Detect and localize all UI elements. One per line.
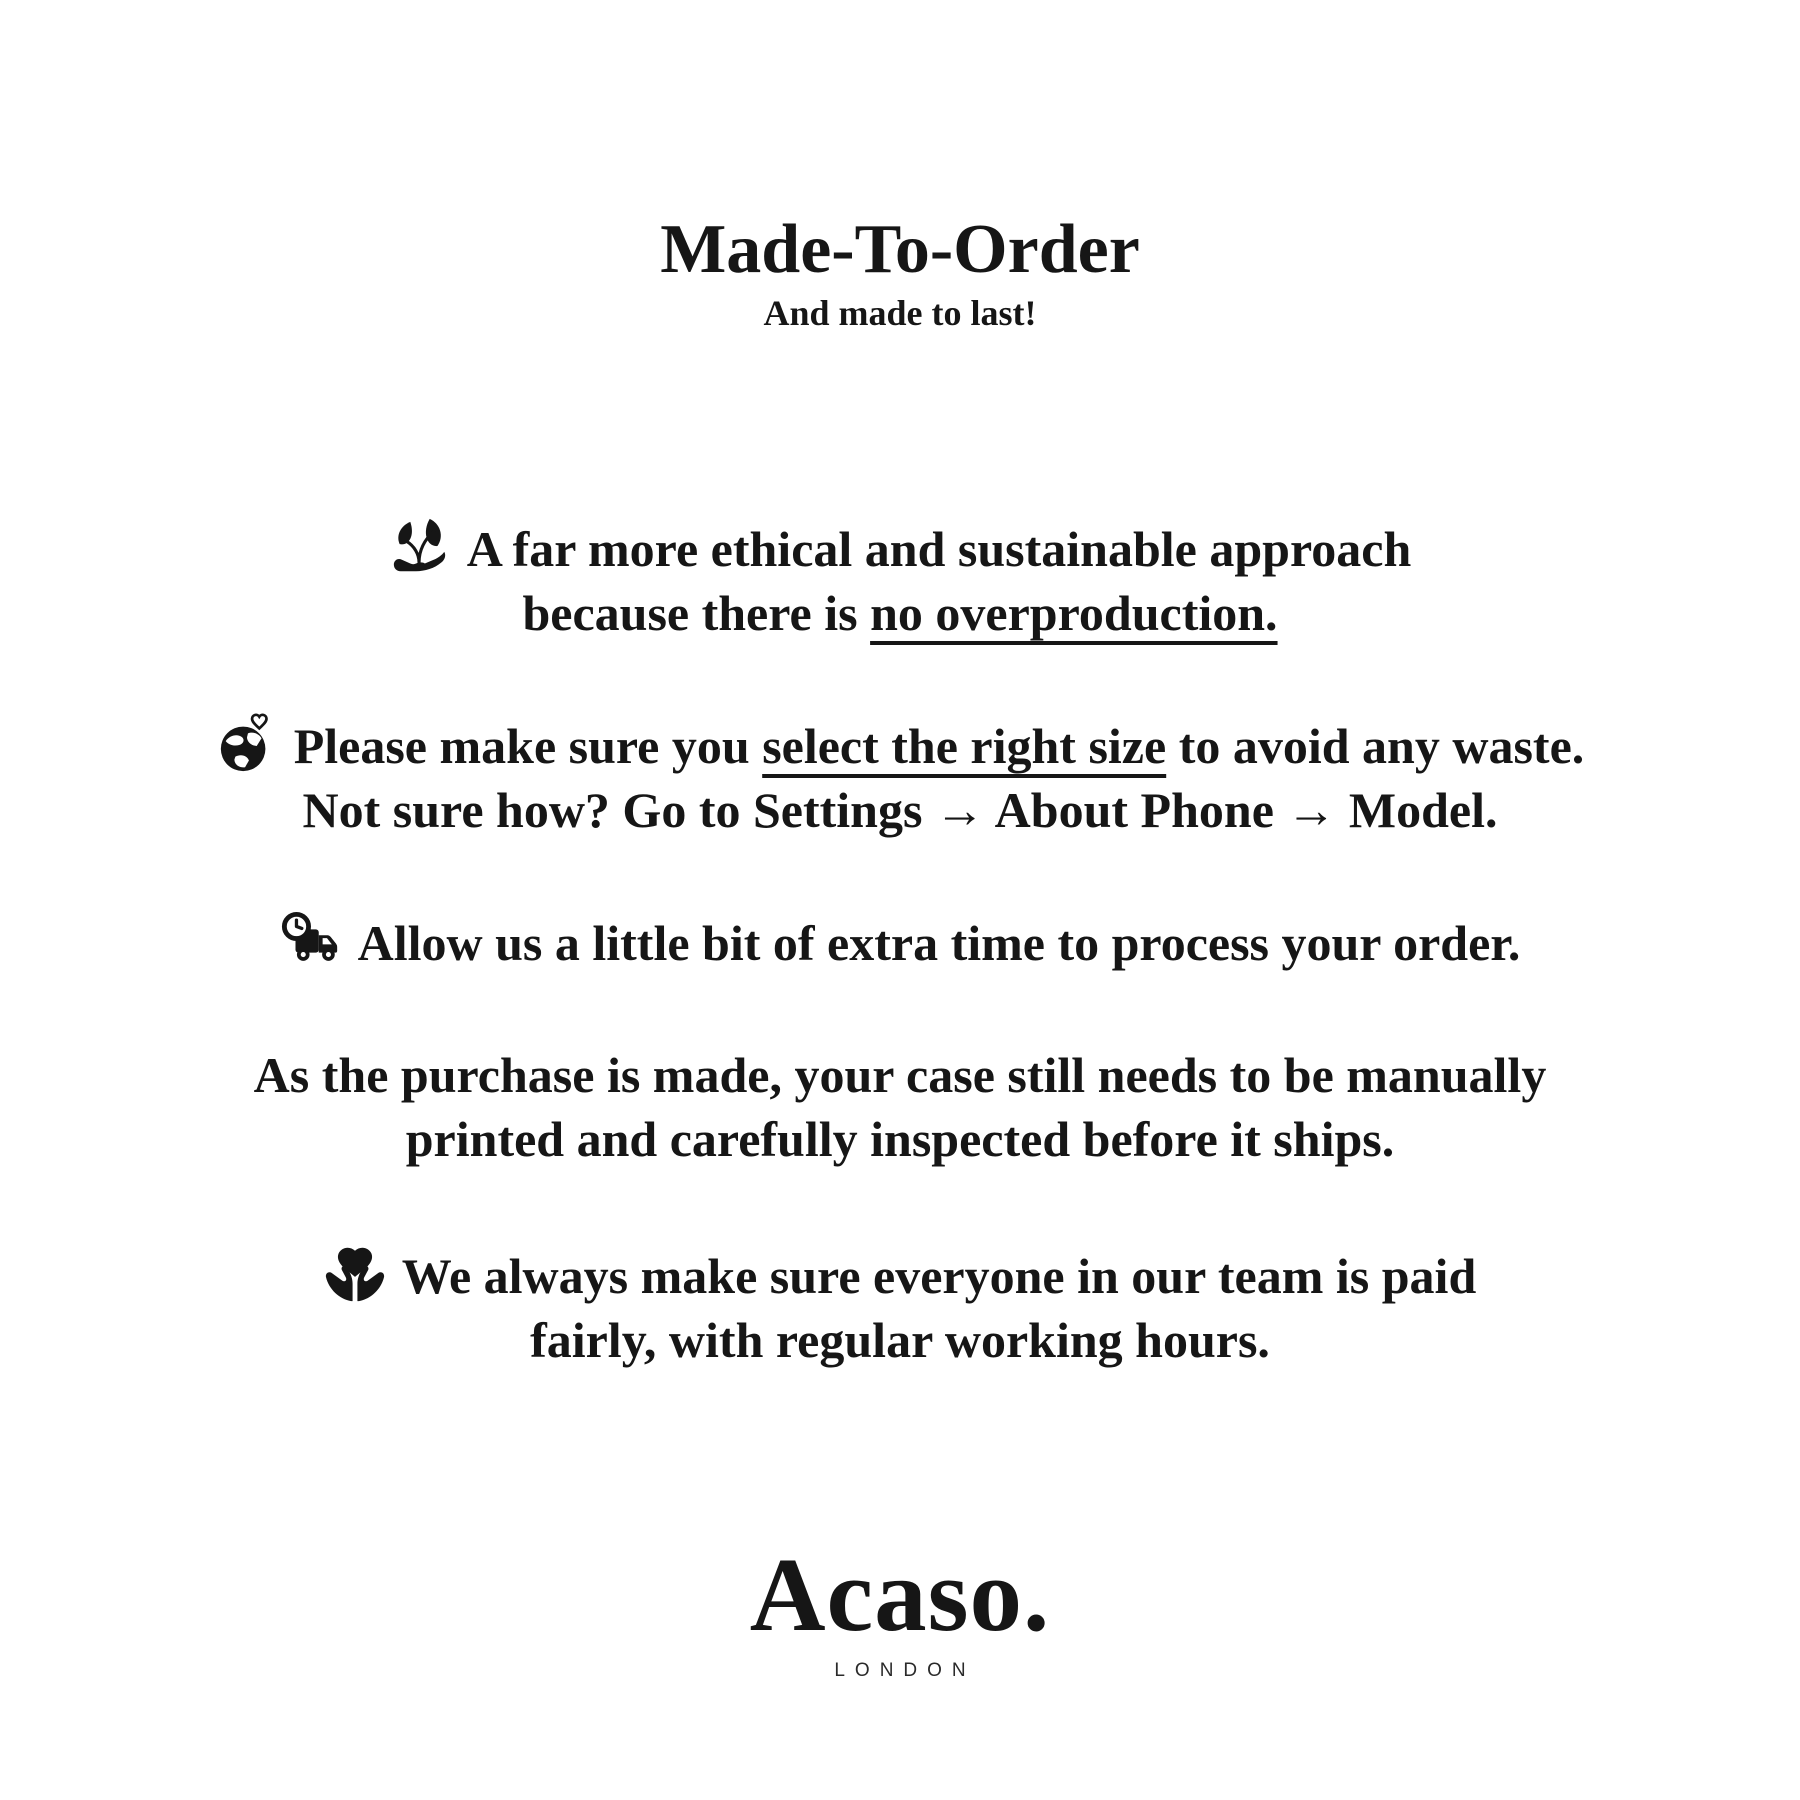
brand-location: LONDON (834, 1660, 976, 1681)
paragraph-size-line1 (0, 713, 1800, 778)
globe-heart-icon (216, 713, 278, 775)
hands-holding-heart-icon (324, 1243, 386, 1305)
paragraph-sustainability-text2: because there is (522, 585, 871, 641)
paragraph-size-text1a: Please make sure you (293, 718, 763, 774)
select-right-size-underlined-text: select the right size (762, 718, 1167, 774)
paragraph-size-line2: Not sure how? Go to Settings → About Phone → Model. (302, 782, 1498, 838)
paragraph-fair-pay-line1 (0, 1243, 1800, 1308)
paragraph-manual (0, 1043, 1800, 1171)
no-overproduction-underlined-text: no overproduction. (870, 585, 1278, 641)
page-subtitle: And made to last! (763, 293, 1037, 333)
paragraph-processing (0, 910, 1800, 975)
seedling-in-hand-icon (389, 516, 451, 578)
paragraph-processing-line1 (0, 910, 1800, 975)
page-title: Made-To-Order (660, 211, 1140, 288)
truck-clock-icon (280, 910, 342, 972)
paragraph-fair-pay (0, 1243, 1800, 1372)
paragraph-sustainability (0, 516, 1800, 645)
paragraph-sustainability-line1 (0, 516, 1800, 581)
paragraph-processing-text1: Allow us a little bit of extra time to process your order. (357, 915, 1521, 971)
paragraph-sustainability-text1: A far more ethical and sustainable approach (466, 521, 1412, 577)
paragraph-manual-line1: As the purchase is made, your case still needs to be manually (253, 1047, 1547, 1103)
paragraph-fair-pay-line2: fairly, with regular working hours. (530, 1312, 1270, 1368)
paragraph-size (0, 713, 1800, 842)
brand-logo: Acaso. (749, 1536, 1051, 1653)
paragraph-fair-pay-text1: We always make sure everyone in our team is paid (401, 1248, 1477, 1304)
paragraph-sustainability-line2 (0, 581, 1800, 645)
paragraph-manual-line2: printed and carefully inspected before it ships. (405, 1111, 1395, 1167)
paragraph-size-text1b: to avoid any waste. (1166, 718, 1585, 774)
